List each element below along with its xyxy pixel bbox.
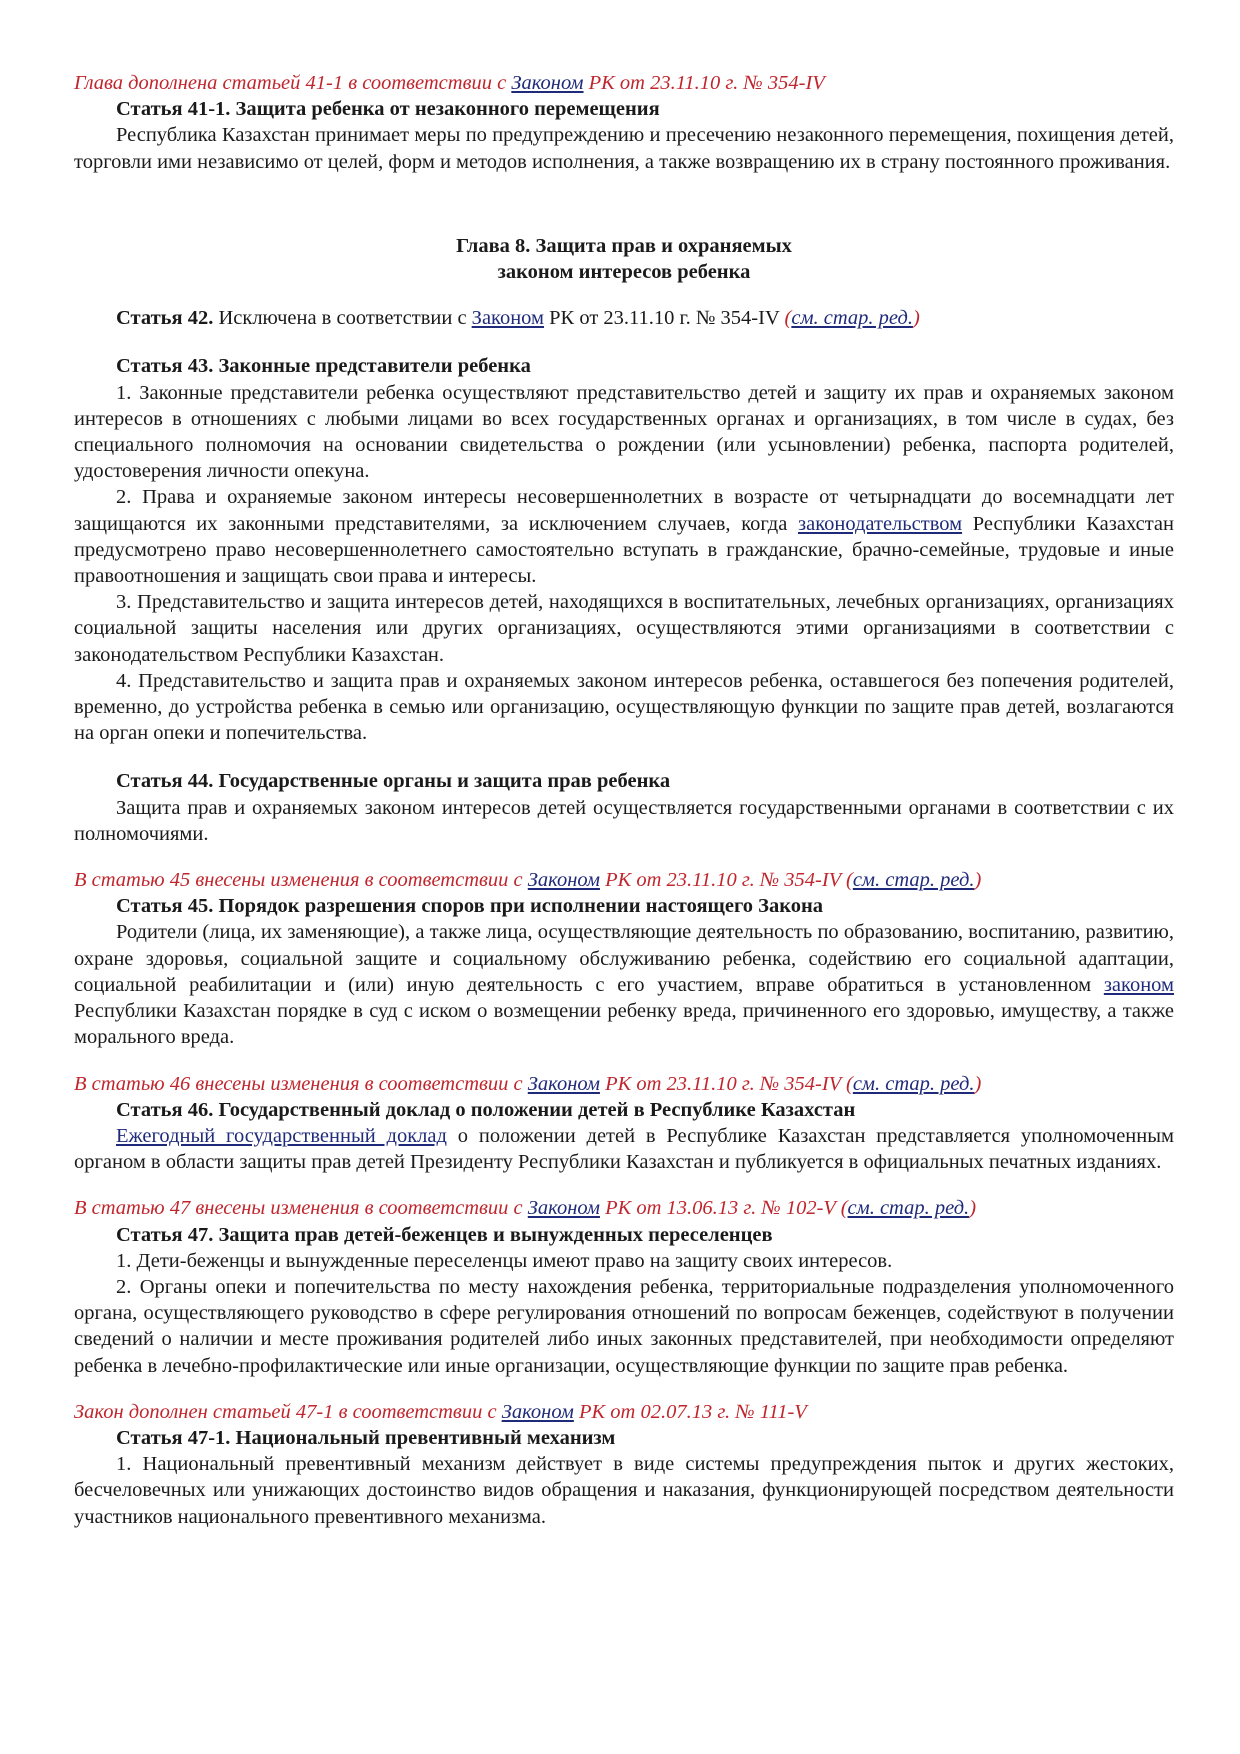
law-link[interactable]: Законом [501, 1400, 574, 1423]
article-heading: Статья 47. Защита прав детей-беженцев и вынужденных переселенцев [116, 1223, 773, 1246]
law-link[interactable]: Законом [527, 869, 600, 892]
article-heading: Статья 46. Государственный доклад о положении детей в Республике Казахстан [116, 1098, 856, 1121]
law-link[interactable]: Законом [471, 307, 545, 330]
amendment-note: В статью 46 внесены изменения в соответствии с Законом РК от 23.11.10 г. № 354-IV (см. стар. ред.) [74, 1072, 982, 1095]
law-link[interactable]: законом [1103, 973, 1174, 996]
old-edition-link[interactable]: см. стар. ред. [852, 1072, 975, 1095]
law-link[interactable]: Законом [527, 1072, 600, 1095]
article-paragraph: Республика Казахстан принимает меры по предупреждению и пресечению незаконного перемещения, похищения детей, торговли ими независимо от целей, форм и методов исполнения, а также возвращению их в страну постоянного проживания. [74, 124, 1174, 173]
old-edition-link[interactable]: см. стар. ред. [847, 1197, 970, 1220]
annual-report-link[interactable]: Ежегодный государственный доклад [116, 1124, 447, 1147]
chapter-title: Глава 8. Защита прав и охраняемых [456, 234, 792, 257]
legislation-link[interactable]: законодательством [798, 512, 963, 535]
article-paragraph: 1. Дети-беженцы и вынужденные переселенцы имеют право на защиту своих интересов. [116, 1249, 893, 1272]
article-paragraph: Защита прав и охраняемых законом интересов детей осуществляется государственными органами в соответствии с их полномочиями. [74, 796, 1174, 845]
article-paragraph: 2. Органы опеки и попечительства по месту нахождения ребенка, территориальные подразделения уполномоченного органа, осуществляющего руководство в сфере регулирования отношений по вопросам беженцев, содействуют в получении сведений о наличии и месте проживания родителей либо иных законных представителей, при необходимости определяют ребенка в лечебно-профилактические или иные организации, осуществляющие функции по защите прав ребенка. [74, 1275, 1174, 1377]
article-paragraph: 1. Законные представители ребенка осуществляют представительство детей и защиту их прав и охраняемых законом интересов в отношениях с любыми лицами во всех государственных органах и организациях, в том числе в судах, без специального полномочия на основании свидетельства о рождении (или усыновлении) ребенка, паспорта родителей, удостоверения личности опекуна. [74, 381, 1174, 483]
amendment-note: В статью 47 внесены изменения в соответствии с Законом РК от 13.06.13 г. № 102-V (см. стар. ред.) [74, 1197, 977, 1220]
law-link[interactable]: Законом [527, 1197, 600, 1220]
article-heading: Статья 43. Законные представители ребенка [116, 355, 531, 378]
article-heading: Статья 41-1. Защита ребенка от незаконного перемещения [116, 98, 660, 121]
article-paragraph: Ежегодный государственный доклад о положении детей в Республике Казахстан представляется уполномоченным органом в области защиты прав детей Президенту Республики Казахстан и публикуется в официальных печатных изданиях. [74, 1124, 1174, 1174]
article-paragraph: 2. Права и охраняемые законом интересы несовершеннолетних в возрасте от четырнадцати до восемнадцати лет защищаются их законными представителями, за исключением случаев, когда законодательством Республики Казахстан предусмотрено право несовершеннолетнего самостоятельно вступать в гражданские, брачно-семейные, трудовые и иные правоотношения и защищать свои права и интересы. [74, 486, 1174, 588]
article-42: Статья 42. Исключена в соответствии с Законом РК от 23.11.10 г. № 354-IV (см. стар. ред.) [116, 307, 920, 330]
amendment-note: Глава дополнена статьей 41-1 в соответствии с Законом РК от 23.11.10 г. № 354-IV [74, 72, 825, 94]
article-paragraph: 4. Представительство и защита прав и охраняемых законом интересов ребенка, оставшегося без попечения родителей, временно, до устройства ребенка в семью или организацию, осуществляющую функции по защите прав детей, возлагаются на орган опеки и попечительства. [74, 669, 1174, 745]
amendment-note: Закон дополнен статьей 47-1 в соответствии с Законом РК от 02.07.13 г. № 111-V [74, 1400, 807, 1423]
article-paragraph: 1. Национальный превентивный механизм действует в виде системы предупреждения пыток и других жестоких, бесчеловечных или унижающих достоинство видов обращения и наказания, функционирующей посредством деятельности участников национального превентивного механизма. [74, 1453, 1174, 1528]
law-link[interactable]: Законом [511, 72, 584, 94]
amendment-note: В статью 45 внесены изменения в соответствии с Законом РК от 23.11.10 г. № 354-IV (см. стар. ред.) [74, 869, 982, 892]
old-edition-link[interactable]: см. стар. ред. [791, 307, 914, 330]
chapter-title-line2: законом интересов ребенка [497, 261, 751, 284]
old-edition-link[interactable]: см. стар. ред. [852, 869, 975, 892]
article-heading: Статья 44. Государственные органы и защита прав ребенка [116, 770, 671, 793]
document-page [74, 70, 1174, 1530]
article-heading: Статья 47-1. Национальный превентивный механизм [116, 1426, 616, 1449]
article-paragraph: Родители (лица, их заменяющие), а также лица, осуществляющие деятельность по образованию, воспитанию, развитию, охране здоровья, социальной защите и социальному обслуживанию ребенка, содействию его социальной адаптации, социальной реабилитации и (или) иную деятельность с его участием, вправе обратиться в установленном законом Республики Казахстан порядке в суд с иском о возмещении ребенку вреда, причиненного его здоровью, имуществу, а также морального вреда. [74, 921, 1174, 1049]
article-heading: Статья 45. Порядок разрешения споров при исполнении настоящего Закона [116, 895, 824, 918]
article-paragraph: 3. Представительство и защита интересов детей, находящихся в воспитательных, лечебных организациях, организациях социальной защиты населения или других организациях, осуществляются этими организациями в соответствии с законодательством Республики Казахстан. [74, 591, 1174, 666]
